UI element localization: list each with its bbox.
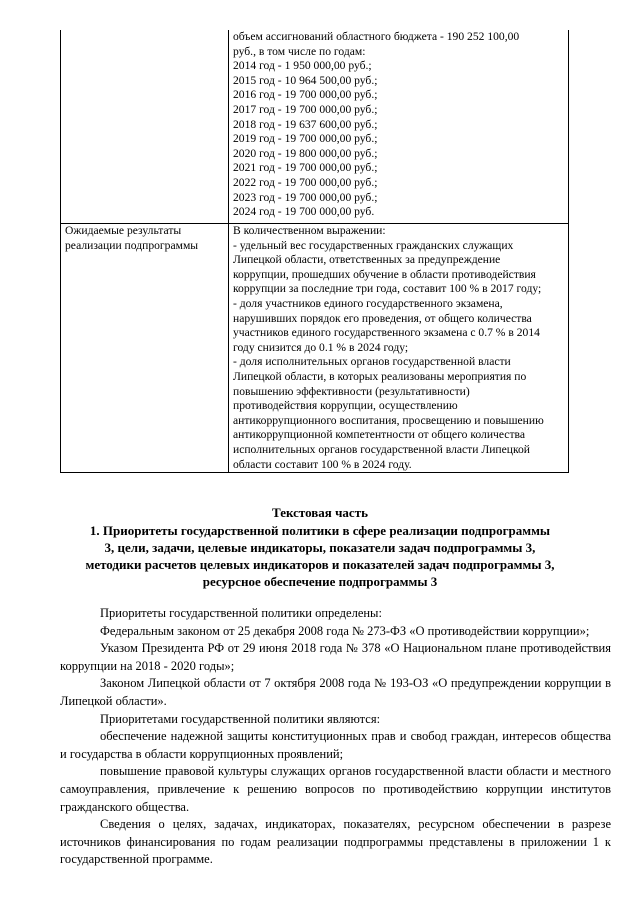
funding-line: объем ассигнований областного бюджета - 190 252 100,00: [233, 30, 520, 43]
paragraph: Указом Президента РФ от 29 июня 2018 года № 378 «О Национальном плане противодействия коррупции на 2018 - 2020 годы»;: [60, 641, 611, 673]
paragraph: Законом Липецкой области от 7 октября 2008 года № 193-ОЗ «О предупреждении коррупции в Липецкой области».: [60, 676, 611, 708]
results-line: - удельный вес государственных гражданских служащих: [233, 238, 514, 252]
body-text: [60, 605, 611, 869]
paragraph: обеспечение надежной защиты конституционных прав и свобод граждан, интересов общества и государства в области коррупционных проявлений;: [60, 729, 611, 761]
results-line: нарушивших порядок его проведения, от общего количества: [233, 311, 532, 325]
table-row-funding: [61, 30, 569, 224]
results-line: участников единого государственного экзамена с 0.7 % в 2014: [233, 326, 540, 340]
results-line: коррупции за последние три года, составит 100 % в 2017 году;: [233, 282, 542, 296]
funding-line: 2016 год - 19 700 000,00 руб.;: [233, 88, 378, 102]
results-line: коррупции, прошедших обучение в области противодействия: [233, 267, 536, 281]
heading-line: методики расчетов целевых индикаторов и показателей задач подпрограммы 3,: [85, 557, 555, 572]
results-line: году снизится до 0.1 % в 2024 году;: [233, 340, 409, 354]
expected-results-label: Ожидаемые результаты: [65, 224, 182, 237]
funding-line: 2024 год - 19 700 000,00 руб.: [233, 205, 375, 219]
funding-line: 2014 год - 1 950 000,00 руб.;: [233, 59, 372, 73]
results-line: антикоррупционной компетентности от общего количества: [233, 428, 525, 442]
results-line: повышению эффективности (результативности): [233, 384, 470, 398]
heading-line: 3, цели, задачи, целевые индикаторы, показатели задач подпрограммы 3,: [104, 540, 536, 555]
funding-label-cell: [61, 30, 229, 224]
heading-line: 1. Приоритеты государственной политики в сфере реализации подпрограммы: [89, 523, 551, 538]
results-line: Липецкой области, ответственных за предупреждение: [233, 253, 501, 267]
paragraph: Сведения о целях, задачах, индикаторах, показателях, ресурсном обеспечении в разрезе источников финансирования по годам реализации подпрограммы представлены в приложении 1 к государственной программе.: [60, 817, 611, 867]
results-line: В количественном выражении:: [233, 224, 386, 237]
section-heading: [0, 522, 640, 590]
section-title: Текстовая часть: [272, 505, 368, 520]
funding-line: 2017 год - 19 700 000,00 руб.;: [233, 102, 378, 116]
paragraph: Приоритеты государственной политики определены:: [100, 606, 382, 620]
results-line: противодействия коррупции, осуществлению: [233, 399, 458, 413]
funding-line: 2019 год - 19 700 000,00 руб.;: [233, 132, 378, 146]
paragraph: Федеральным законом от 25 декабря 2008 года № 273-ФЗ «О противодействии коррупции»;: [100, 623, 590, 638]
paragraph: повышение правовой культуры служащих органов государственной власти области и местного самоуправления, привлечение к решению вопросов по противодействию коррупции институтов гражданского общества.: [60, 764, 611, 814]
expected-results-value-cell: [229, 224, 569, 473]
funding-line: 2015 год - 10 964 500,00 руб.;: [233, 73, 378, 87]
results-line: исполнительных органов государственной власти Липецкой: [233, 442, 530, 456]
expected-results-label: реализации подпрограммы: [65, 238, 199, 252]
funding-line: 2023 год - 19 700 000,00 руб.;: [233, 190, 378, 204]
funding-line: 2022 год - 19 700 000,00 руб.;: [233, 175, 378, 189]
results-line: - доля исполнительных органов государственной власти: [233, 355, 511, 369]
results-line: области составит 100 % в 2024 году.: [233, 457, 412, 471]
table-row-expected-results: [61, 224, 569, 473]
results-line: - доля участников единого государственного экзамена,: [233, 296, 503, 310]
funding-line: 2021 год - 19 700 000,00 руб.;: [233, 161, 378, 175]
funding-line: 2018 год - 19 637 600,00 руб.;: [233, 117, 378, 131]
heading-line: ресурсное обеспечение подпрограммы 3: [202, 574, 438, 589]
funding-line: 2020 год - 19 800 000,00 руб.;: [233, 146, 378, 160]
subprogram-passport-table: [60, 30, 569, 473]
results-line: антикоррупционного воспитания, просвещению и повышению: [233, 413, 544, 427]
funding-value-cell: [229, 30, 569, 224]
paragraph: Приоритетами государственной политики являются:: [100, 711, 381, 726]
funding-line: руб., в том числе по годам:: [233, 44, 366, 58]
expected-results-label-cell: [61, 224, 229, 473]
results-line: Липецкой области, в которых реализованы мероприятия по: [233, 369, 527, 383]
